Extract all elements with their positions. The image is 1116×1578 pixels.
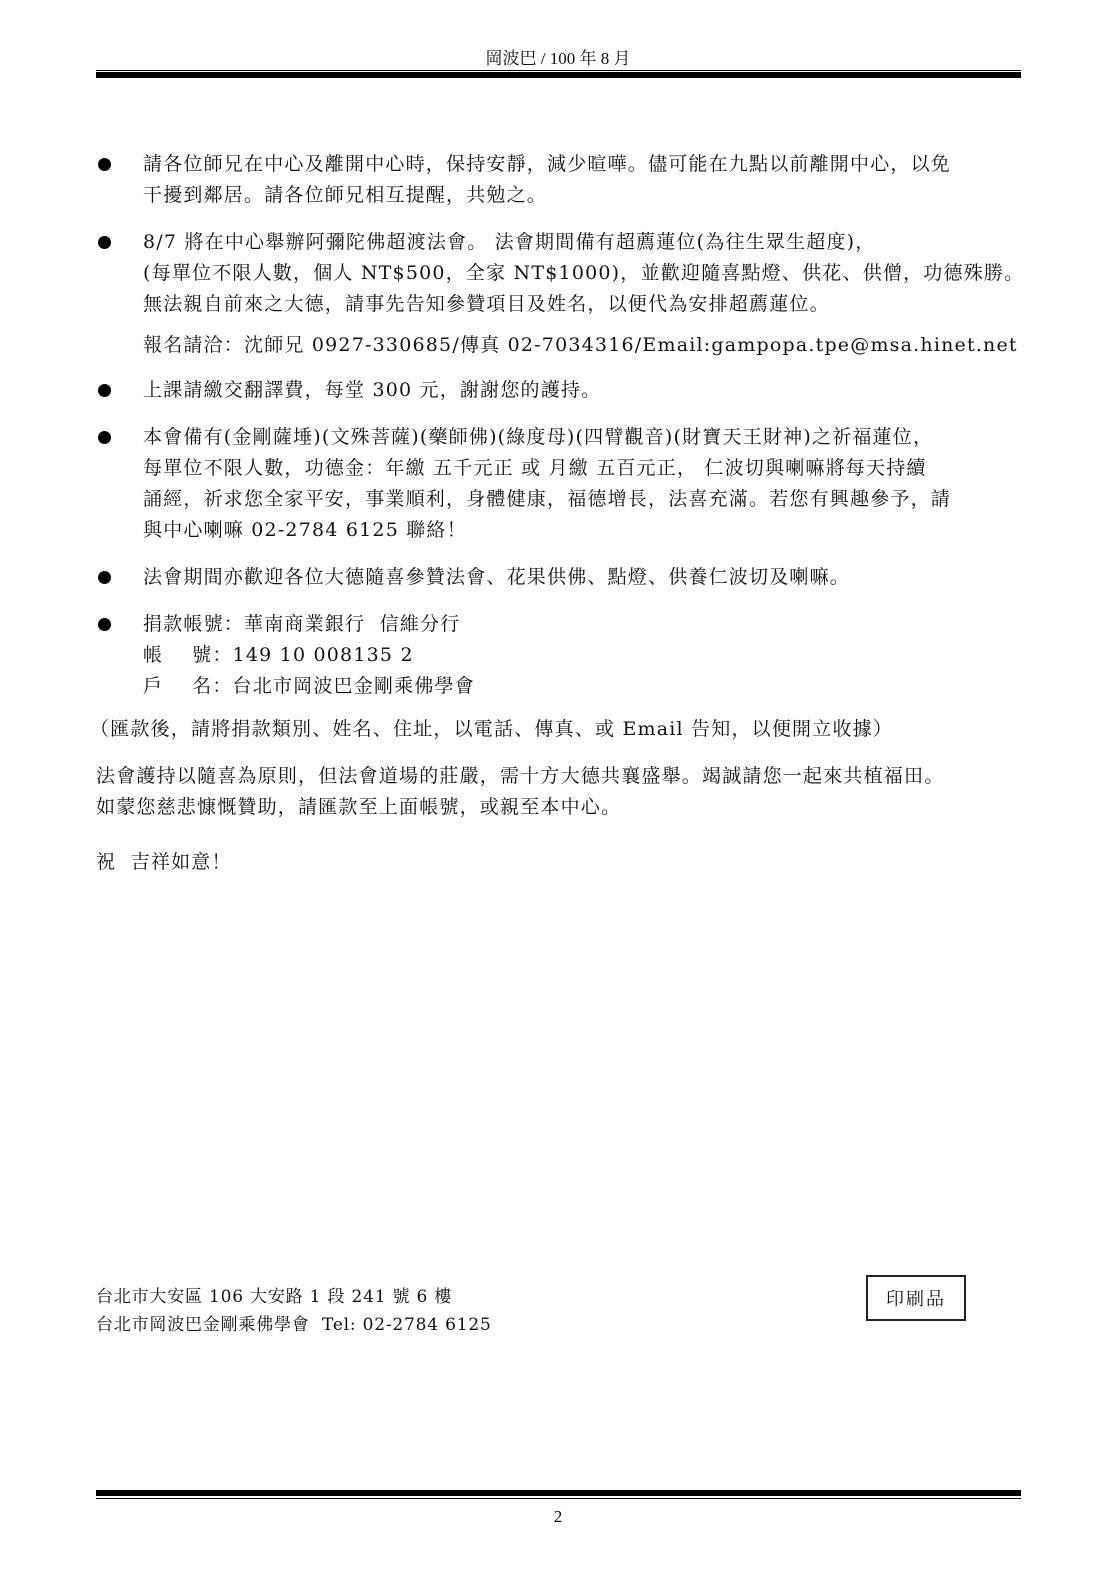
header-rule-thick (96, 72, 1021, 78)
notice-item-translation-fee: 上課請繳交翻譯費，每堂 300 元，謝謝您的護持。 (96, 375, 1051, 406)
mailing-address: 台北市大安區 106 大安路 1 段 241 號 6 樓 台北市岡波巴金剛乘佛學會 Tel: 02-2784 6125 (96, 1287, 492, 1335)
printed-matter-stamp: 印刷品 (866, 1275, 966, 1321)
notice-item-quiet: 請各位師兄在中心及離開中心時，保持安靜，減少暄嘩。儘可能在九點以前離開中心，以免 干擾到鄰居。請各位師兄相互提醒，共勉之。 (96, 149, 1051, 211)
footer-rule-thick (96, 1490, 1021, 1496)
bullet-icon (98, 431, 111, 444)
closing-blessing: 祝 吉祥如意！ (96, 851, 232, 873)
notice-item-bank-account: 捐款帳號：華南商業銀行 信維分行 帳 號：149 10 008135 2 戶 名：台北市岡波巴金剛乘佛學會 (96, 609, 1051, 702)
page-number: 2 (553, 1507, 563, 1526)
notice-item-blessing-lotus: 本會備有(金剛薩埵)(文殊菩薩)(藥師佛)(綠度母)(四臂觀音)(財寶天王財神)之祈福蓮位， 每單位不限人數，功德金：年繳 五千元正 或 月繳 五百元正， 仁波切與喇嘛將每天持續 誦經，祈求您全家平安，事業順利，身體健康，福德增長，法喜充滿。若您有興趣參予，請 與中心喇嘛 02-2784 6125 聯絡！ (96, 422, 1051, 546)
header-rule-thin (96, 70, 1021, 71)
bullet-icon (98, 618, 111, 631)
bullet-icon (98, 384, 111, 397)
notice-content (90, 149, 1051, 894)
bullet-icon (98, 158, 111, 171)
registration-contact: 報名請洽：沈師兄 0927-330685/傳真 02-7034316/Email:gampopa.tpe@msa.hinet.net (143, 334, 1018, 356)
footer-rule-thin (96, 1498, 1021, 1499)
bullet-icon (98, 571, 111, 584)
bullet-icon (98, 236, 111, 249)
remittance-note: （匯款後，請將捐款類別、姓名、住址，以電話、傳真、或 Email 告知，以便開立收據） (90, 718, 894, 740)
notice-item-amitabha-puja: 8/7 將在中心舉辦阿彌陀佛超渡法會。 法會期間備有超薦蓮位(為往生眾生超度)， (每單位不限人數，個人 NT$500，全家 NT$1000)，並歡迎隨喜點燈、供花、供僧，功德殊勝。 無法親自前來之大德，請事先告知參贊項目及姓名，以便代為安排超薦蓮位。 (96, 227, 1051, 320)
page-header-title: 岡波巴 / 100 年 8 月 (485, 49, 631, 68)
notice-item-offerings: 法會期間亦歡迎各位大德隨喜參贊法會、花果供佛、點燈、供養仁波切及喇嘛。 (96, 562, 1051, 593)
support-note: 法會護持以隨喜為原則，但法會道場的莊嚴，需十方大德共襄盛舉。竭誠請您一起來共植福田。 如蒙您慈悲慷慨贊助，請匯款至上面帳號，或親至本中心。 (96, 765, 945, 818)
